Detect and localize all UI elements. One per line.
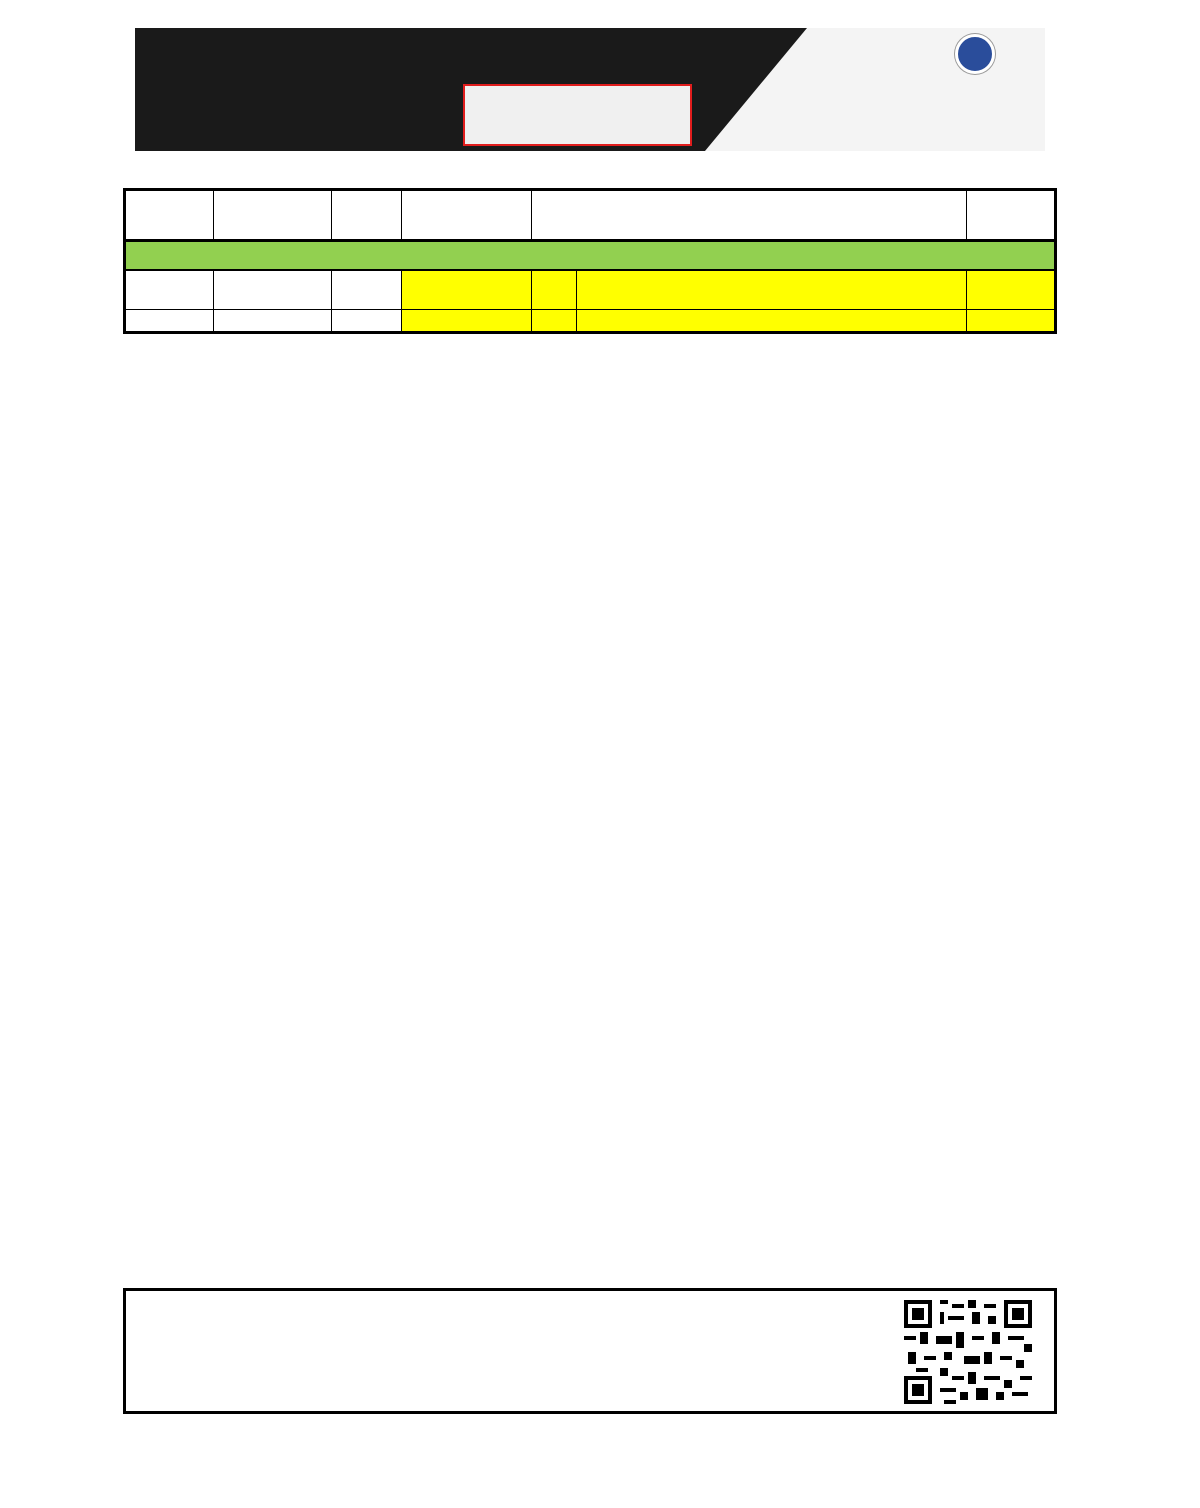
babak-cell [402, 270, 532, 310]
header-diambil [967, 190, 1056, 241]
class-no-cell [532, 310, 577, 333]
weigh-in-row [125, 270, 1056, 310]
notes-box [123, 1288, 1057, 1414]
day-row-saturday [125, 241, 1056, 271]
header-race [125, 190, 214, 241]
schedule-table [123, 188, 1057, 334]
table-header [125, 190, 1056, 241]
time-cell [214, 310, 332, 333]
event-banner [135, 28, 1045, 151]
air-force-emblem-icon [955, 34, 995, 74]
class-cell [577, 310, 967, 333]
banner-diagonal-panel [705, 28, 1045, 151]
diambil-cell [967, 270, 1056, 310]
qr-code-icon[interactable] [904, 1299, 1032, 1405]
class-no-cell [532, 270, 577, 310]
duration-cell [332, 310, 402, 333]
time-cell [214, 270, 332, 310]
header-waktu [214, 190, 332, 241]
venue-box [463, 84, 692, 146]
briefing-row [125, 310, 1056, 333]
race-cell [125, 270, 214, 310]
race-cell [125, 310, 214, 333]
day-label [125, 241, 1056, 271]
babak-cell [402, 310, 532, 333]
header-kelas [532, 190, 967, 241]
header-babak [402, 190, 532, 241]
class-cell [577, 270, 967, 310]
diambil-cell [967, 310, 1056, 333]
header-durasi [332, 190, 402, 241]
duration-cell [332, 270, 402, 310]
